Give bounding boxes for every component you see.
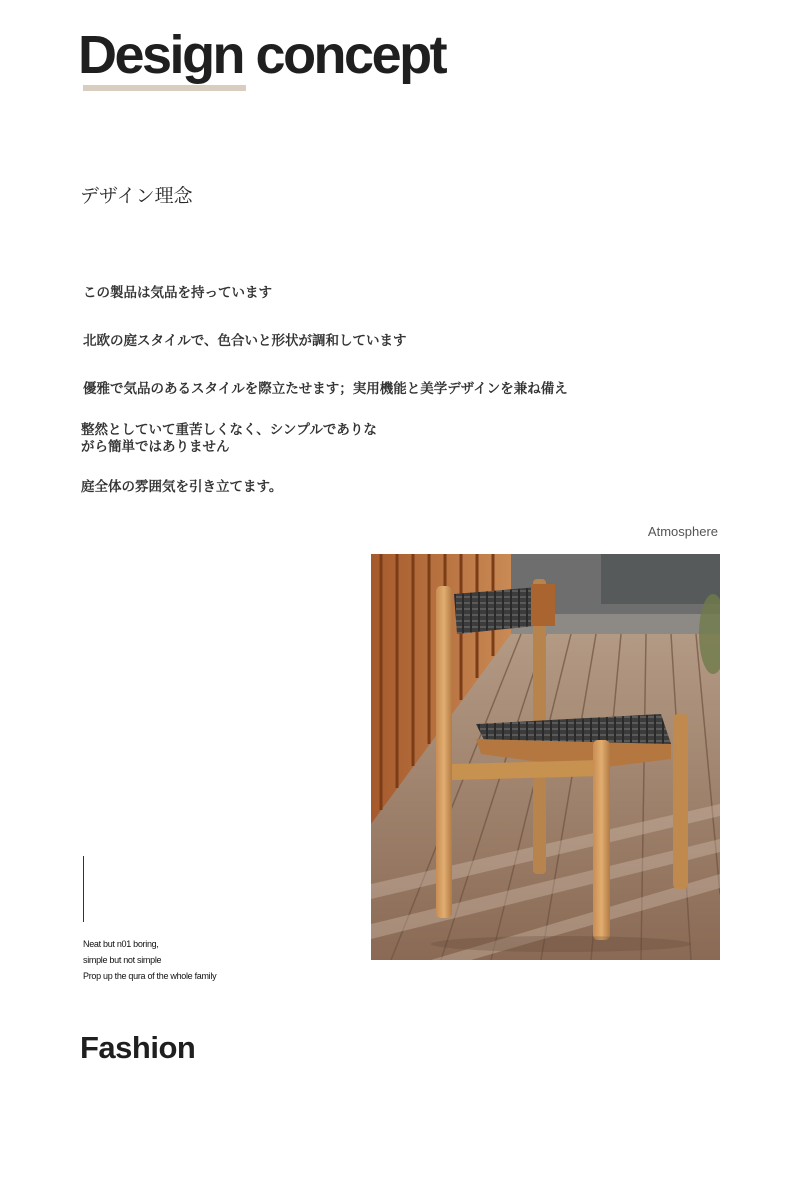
concept-line-1: この製品は気品を持っています	[83, 285, 272, 301]
chair-photo	[371, 554, 720, 960]
tagline-line-1: Neat but n01 boring,	[83, 939, 159, 949]
concept-line-4b: がら簡単ではありません	[81, 439, 230, 455]
title-underline	[83, 85, 246, 91]
page-title: Design concept	[78, 25, 446, 85]
tagline-line-3: Prop up the qura of the whole family	[83, 971, 217, 981]
atmosphere-label: Atmosphere	[647, 524, 718, 539]
concept-line-5: 庭全体の雰囲気を引き立てます。	[81, 479, 283, 495]
fashion-heading: Fashion	[80, 1030, 196, 1065]
section-subtitle: デザイン理念	[80, 185, 193, 207]
concept-line-4a: 整然としていて重苦しくなく、シンプルでありな	[81, 422, 377, 438]
concept-line-3: 優雅で気品のあるスタイルを際立たせます；実用機能と美学デザインを兼ね備え	[83, 381, 568, 397]
tagline-line-2: simple but not simple	[83, 955, 162, 965]
vertical-divider	[83, 856, 84, 922]
concept-line-4	[81, 422, 377, 456]
wooden-chair-photo-icon	[371, 554, 720, 960]
concept-line-2: 北欧の庭スタイルで、色合いと形状が調和しています	[83, 333, 407, 349]
